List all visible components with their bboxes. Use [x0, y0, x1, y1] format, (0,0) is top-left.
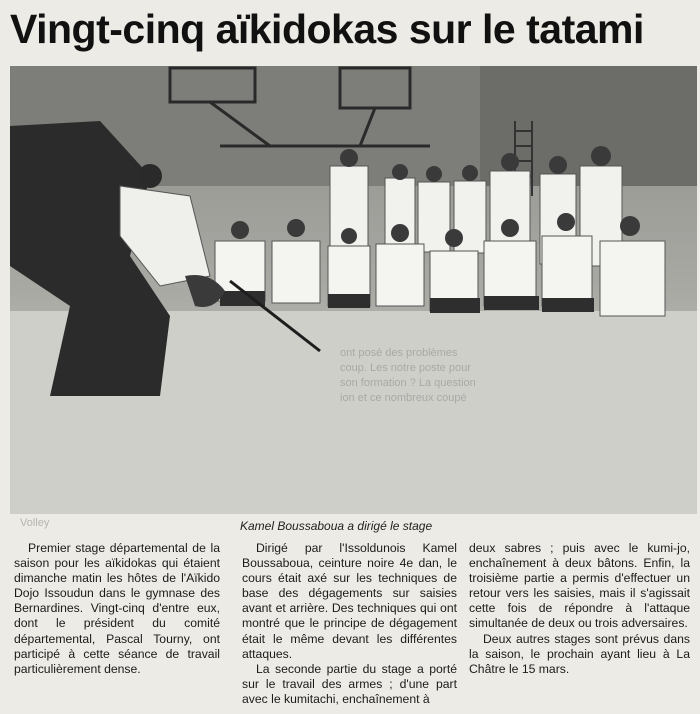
article-column-3	[469, 541, 690, 714]
article-paragraph: Dirigé par l'Issoldunois Kamel Boussaboua, ceinture noire 4e dan, le cours était axé sur les techniques de base des dégagements sur saisies avant et arrière. Des techniques qui ont montré que le principe de dégagement était le même devant les différentes attaques.	[242, 541, 457, 661]
svg-text:son formation ? La question: son formation ? La question	[340, 377, 476, 389]
article-paragraph-continued: deux sabres ; puis avec le kumi-jo, enchaînement à deux bâtons. Enfin, la troisième partie a permis d'effectuer un retour vers les saisies, mais il s'agissait cette fois de répondre à l'attaque simultanée de deux ou trois adversaires.	[469, 541, 690, 631]
article-paragraph: Deux autres stages sont prévus dans la saison, le prochain ayant lieu à La Châtre le 15 mars.	[469, 631, 690, 676]
photo-caption: Kamel Boussaboua a dirigé le stage	[240, 519, 433, 533]
article-headline: Vingt-cinq aïkidokas sur le tatami	[10, 6, 644, 52]
article-column-1	[14, 541, 220, 714]
article-paragraph: Premier stage départemental de la saison pour les aïkidokas qui étaient dimanche matin les hôtes de l'Aïkido Dojo Issoudun dans le gymnase des Bernardines. Vingt-cinq d'entre eux, dont le président du comité départemental, Pascal Tourny, ont participé à cette séance de travail particulièrement dense.	[14, 541, 220, 676]
article-paragraph: La seconde partie du stage a porté sur le travail des armes ; d'une part avec le kumitachi, enchaînement à	[242, 661, 457, 706]
svg-text:Volley: Volley	[20, 517, 50, 529]
svg-text:ion et ce nombreux coupé: ion et ce nombreux coupé	[340, 392, 467, 404]
article-column-2	[242, 541, 457, 714]
svg-text:ont posé des problèmes: ont posé des problèmes	[340, 347, 458, 359]
svg-text:coup. Les notre poste pour: coup. Les notre poste pour	[340, 362, 471, 374]
